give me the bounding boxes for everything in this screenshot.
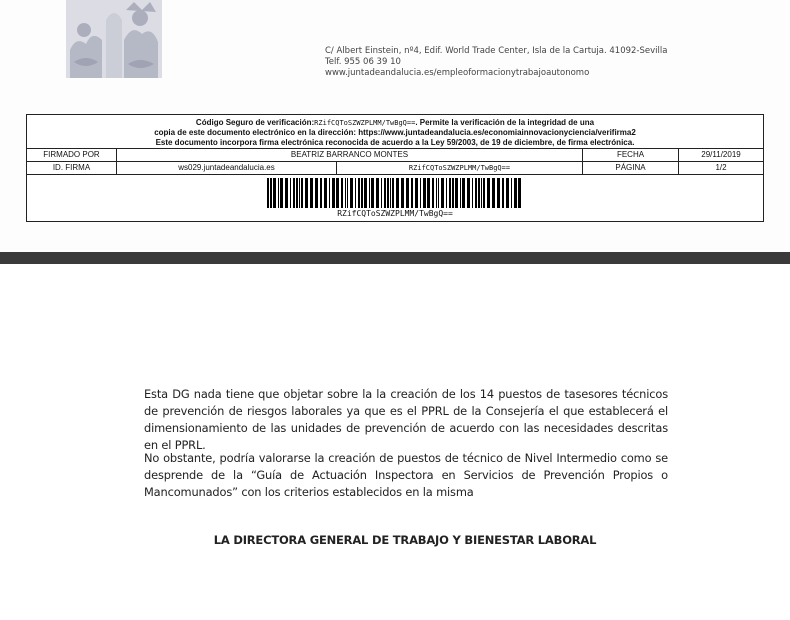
barcode-area [27,175,763,221]
sender-address [325,46,667,79]
verification-line1-suffix: . Permite la verificación de la integridad de una [415,118,595,127]
signer-title: LA DIRECTORA GENERAL DE TRABAJO Y BIENESTAR LABORAL [213,533,597,547]
firmado-por-value: BEATRIZ BARRANCO MONTES [117,149,583,161]
address-line: C/ Albert Einstein, nº4, Edif. World Trade Center, Isla de la Cartuja. 41092-Sevilla [325,46,668,56]
verification-header [27,115,763,149]
firmado-por-label: FIRMADO POR [27,149,117,161]
verification-url-line: copia de este documento electrónico en la dirección: https://www.juntadeandalucia.es/economiainnovacionyciencia/verifirma2 [154,128,636,137]
phone-line: Telf. 955 06 39 10 [325,57,401,67]
fecha-value: 29/11/2019 [701,150,741,159]
document-page-1-footer [0,0,790,253]
junta-de-andalucia-logo [66,0,162,78]
id-firma-label: ID. FIRMA [27,162,117,174]
signature-row [27,149,763,162]
verification-law-line: Este documento incorpora firma electrónica reconocida de acuerdo a la Ley 59/2003, de 19 de diciembre, de firma electrónica. [155,138,635,147]
id-firma-value: ws029.juntadeandalucia.es [117,162,337,174]
barcode [267,178,523,208]
id-code-value: RZifCQToSZWZPLMM/TwBgQ== [337,162,583,174]
verification-code: RZifCQToSZWZPLMM/TwBgQ== [314,119,416,127]
verification-label: Código Seguro de verificación: [195,118,315,127]
pagina-value: 1/2 [715,163,727,172]
page-separator [0,252,790,264]
fecha-label: FECHA [583,149,679,161]
paragraph-1: Esta DG nada tiene que objetar sobre la la creación de los 14 puestos de tasesores técnicos de prevención de riesgos laborales ya que es el PPRL de la Consejería el que establecerá el dimensionamiento de las unidades de prevención de acuerdo con las necesidades descritas en el PPRL. [144,387,668,452]
pagina-label: PÁGINA [583,162,679,174]
verification-box [26,114,764,222]
website-line: www.juntadeandalucia.es/empleoformacionytrabajoautonomo [325,68,590,78]
paragraph-2: No obstante, podría valorarse la creación de puestos de técnico de Nivel Intermedio como se desprende de la “Guía de Actuación Inspectora en Servicios de Prevención Propios o Mancomunados” con los criterios establecidos en la misma [144,451,668,499]
id-row [27,162,763,175]
barcode-text: RZifCQToSZWZPLMM/TwBgQ== [337,209,453,218]
